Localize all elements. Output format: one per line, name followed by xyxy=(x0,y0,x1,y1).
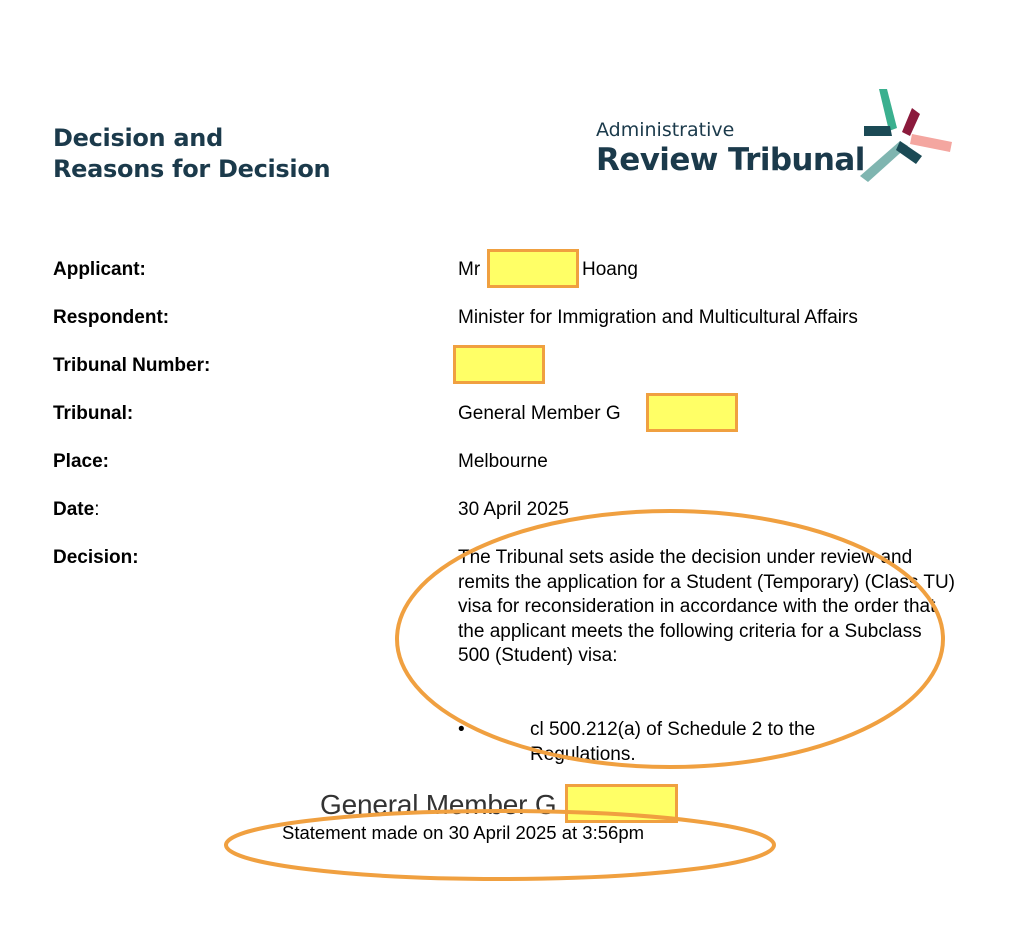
redaction-applicant-name xyxy=(487,249,579,288)
logo-stroke-maroon xyxy=(902,108,920,136)
logo-stroke-pink xyxy=(910,134,952,152)
date-label-row xyxy=(53,498,99,522)
tribunal-logo-text xyxy=(596,118,865,178)
respondent-value: Minister for Immigration and Multicultural Affairs xyxy=(458,307,858,328)
logo-text-administrative: Administrative xyxy=(596,119,735,141)
tribunal-logo-icon xyxy=(852,86,956,186)
decision-label: Decision: xyxy=(53,547,139,568)
signature-member: General Member G xyxy=(320,789,557,820)
redaction-tribunal-member xyxy=(646,393,738,432)
bullet-marker: • xyxy=(458,719,465,740)
place-label: Place: xyxy=(53,451,109,472)
decision-text: The Tribunal sets aside the decision under review and remits the application for a Student (Temporary) (Class TU) visa for reconsideration in accordance with the order that the applicant meets the following criteria for a Subclass 500 (Student) visa: xyxy=(458,547,955,666)
logo-stroke-dark xyxy=(864,126,892,136)
date-colon: : xyxy=(94,499,100,520)
tribunal-value: General Member G xyxy=(458,403,621,424)
title-line-2: Reasons for Decision xyxy=(53,155,331,183)
date-label: Date xyxy=(53,499,95,520)
redaction-tribunal-number xyxy=(453,345,545,384)
place-value: Melbourne xyxy=(458,451,548,472)
date-value: 30 April 2025 xyxy=(458,499,569,520)
tribunal-label: Tribunal: xyxy=(53,403,134,424)
statement-timestamp: Statement made on 30 April 2025 at 3:56pm xyxy=(282,822,645,843)
tribunal-number-label: Tribunal Number: xyxy=(53,355,211,376)
logo-stroke-teal xyxy=(879,89,897,131)
document-title xyxy=(53,123,330,185)
logo-text-review-tribunal: Review Tribunal xyxy=(596,142,865,178)
respondent-label: Respondent: xyxy=(53,307,170,328)
decision-criterion: cl 500.212(a) of Schedule 2 to the Regulations. xyxy=(530,719,816,765)
applicant-label: Applicant: xyxy=(53,259,146,280)
applicant-prefix: Mr xyxy=(458,259,481,280)
applicant-surname: Hoang xyxy=(582,259,638,280)
title-line-1: Decision and xyxy=(53,124,223,152)
redaction-signature-member xyxy=(565,784,678,823)
